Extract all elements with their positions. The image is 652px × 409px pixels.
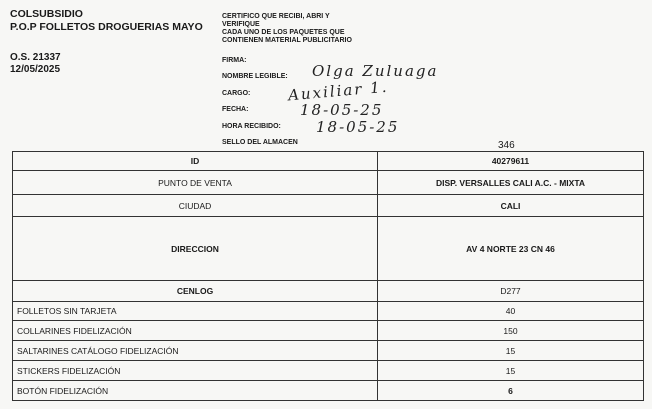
handwritten-position: Auxiliar 1.: [287, 77, 390, 105]
company-name: COLSUBSIDIO: [10, 8, 83, 20]
header-left: [10, 8, 203, 76]
item-name: COLLARINES FIDELIZACIÓN: [13, 321, 378, 341]
item-qty: 150: [378, 321, 644, 341]
cert-line: CONTIENEN MATERIAL PUBLICITARIO: [222, 37, 352, 44]
cert-line: CADA UNO DE LOS PAQUETES QUE: [222, 29, 345, 36]
point-of-sale-value: DISP. VERSALLES CALI A.C. - MIXTA: [378, 171, 644, 195]
point-of-sale-label: PUNTO DE VENTA: [13, 171, 378, 195]
cenlog-value: D277: [378, 281, 644, 302]
cert-line: VERIFIQUE: [222, 21, 260, 28]
document-title: P.O.P FOLLETOS DROGUERIAS MAYO: [10, 21, 203, 33]
table-row: [13, 321, 644, 341]
cenlog-label: CENLOG: [13, 281, 378, 302]
certificate-text: [222, 13, 412, 45]
table-row: [13, 281, 644, 302]
item-name: SALTARINES CATÁLOGO FIDELIZACIÓN: [13, 341, 378, 361]
table-row: [13, 195, 644, 217]
order-date: 12/05/2025: [10, 64, 61, 75]
table-row: [13, 341, 644, 361]
table-row: [13, 152, 644, 171]
date-label: FECHA:: [222, 106, 249, 113]
delivery-table: [12, 151, 644, 401]
item-qty: 15: [378, 361, 644, 381]
table-row: [13, 361, 644, 381]
order-number: O.S. 21337: [10, 52, 61, 63]
item-qty: 6: [378, 381, 644, 401]
id-value: 40279611: [378, 152, 644, 171]
item-qty: 40: [378, 302, 644, 321]
address-label: DIRECCION: [13, 217, 378, 281]
handwritten-name: Olga Zuluaga: [312, 62, 439, 80]
stamp-number: 346: [498, 140, 515, 151]
signature-label: FIRMA:: [222, 57, 247, 64]
handwritten-time: 18-05-25: [316, 118, 400, 136]
store-seal-label: SELLO DEL ALMACEN: [222, 139, 298, 146]
city-value: CALI: [378, 195, 644, 217]
position-label: CARGO:: [222, 90, 251, 97]
cert-line: CERTIFICO QUE RECIBI, ABRI Y: [222, 13, 330, 20]
item-qty: 15: [378, 341, 644, 361]
time-received-label: HORA RECIBIDO:: [222, 123, 281, 130]
name-label: NOMBRE LEGIBLE:: [222, 73, 288, 80]
item-name: STICKERS FIDELIZACIÓN: [13, 361, 378, 381]
city-label: CIUDAD: [13, 195, 378, 217]
address-value: AV 4 NORTE 23 CN 46: [378, 217, 644, 281]
id-label: ID: [13, 152, 378, 171]
table-row: [13, 381, 644, 401]
handwritten-date: 18-05-25: [300, 101, 384, 119]
table-row: [13, 171, 644, 195]
table-row: [13, 217, 644, 281]
item-name: BOTÓN FIDELIZACIÓN: [13, 381, 378, 401]
item-name: FOLLETOS SIN TARJETA: [13, 302, 378, 321]
table-row: [13, 302, 644, 321]
